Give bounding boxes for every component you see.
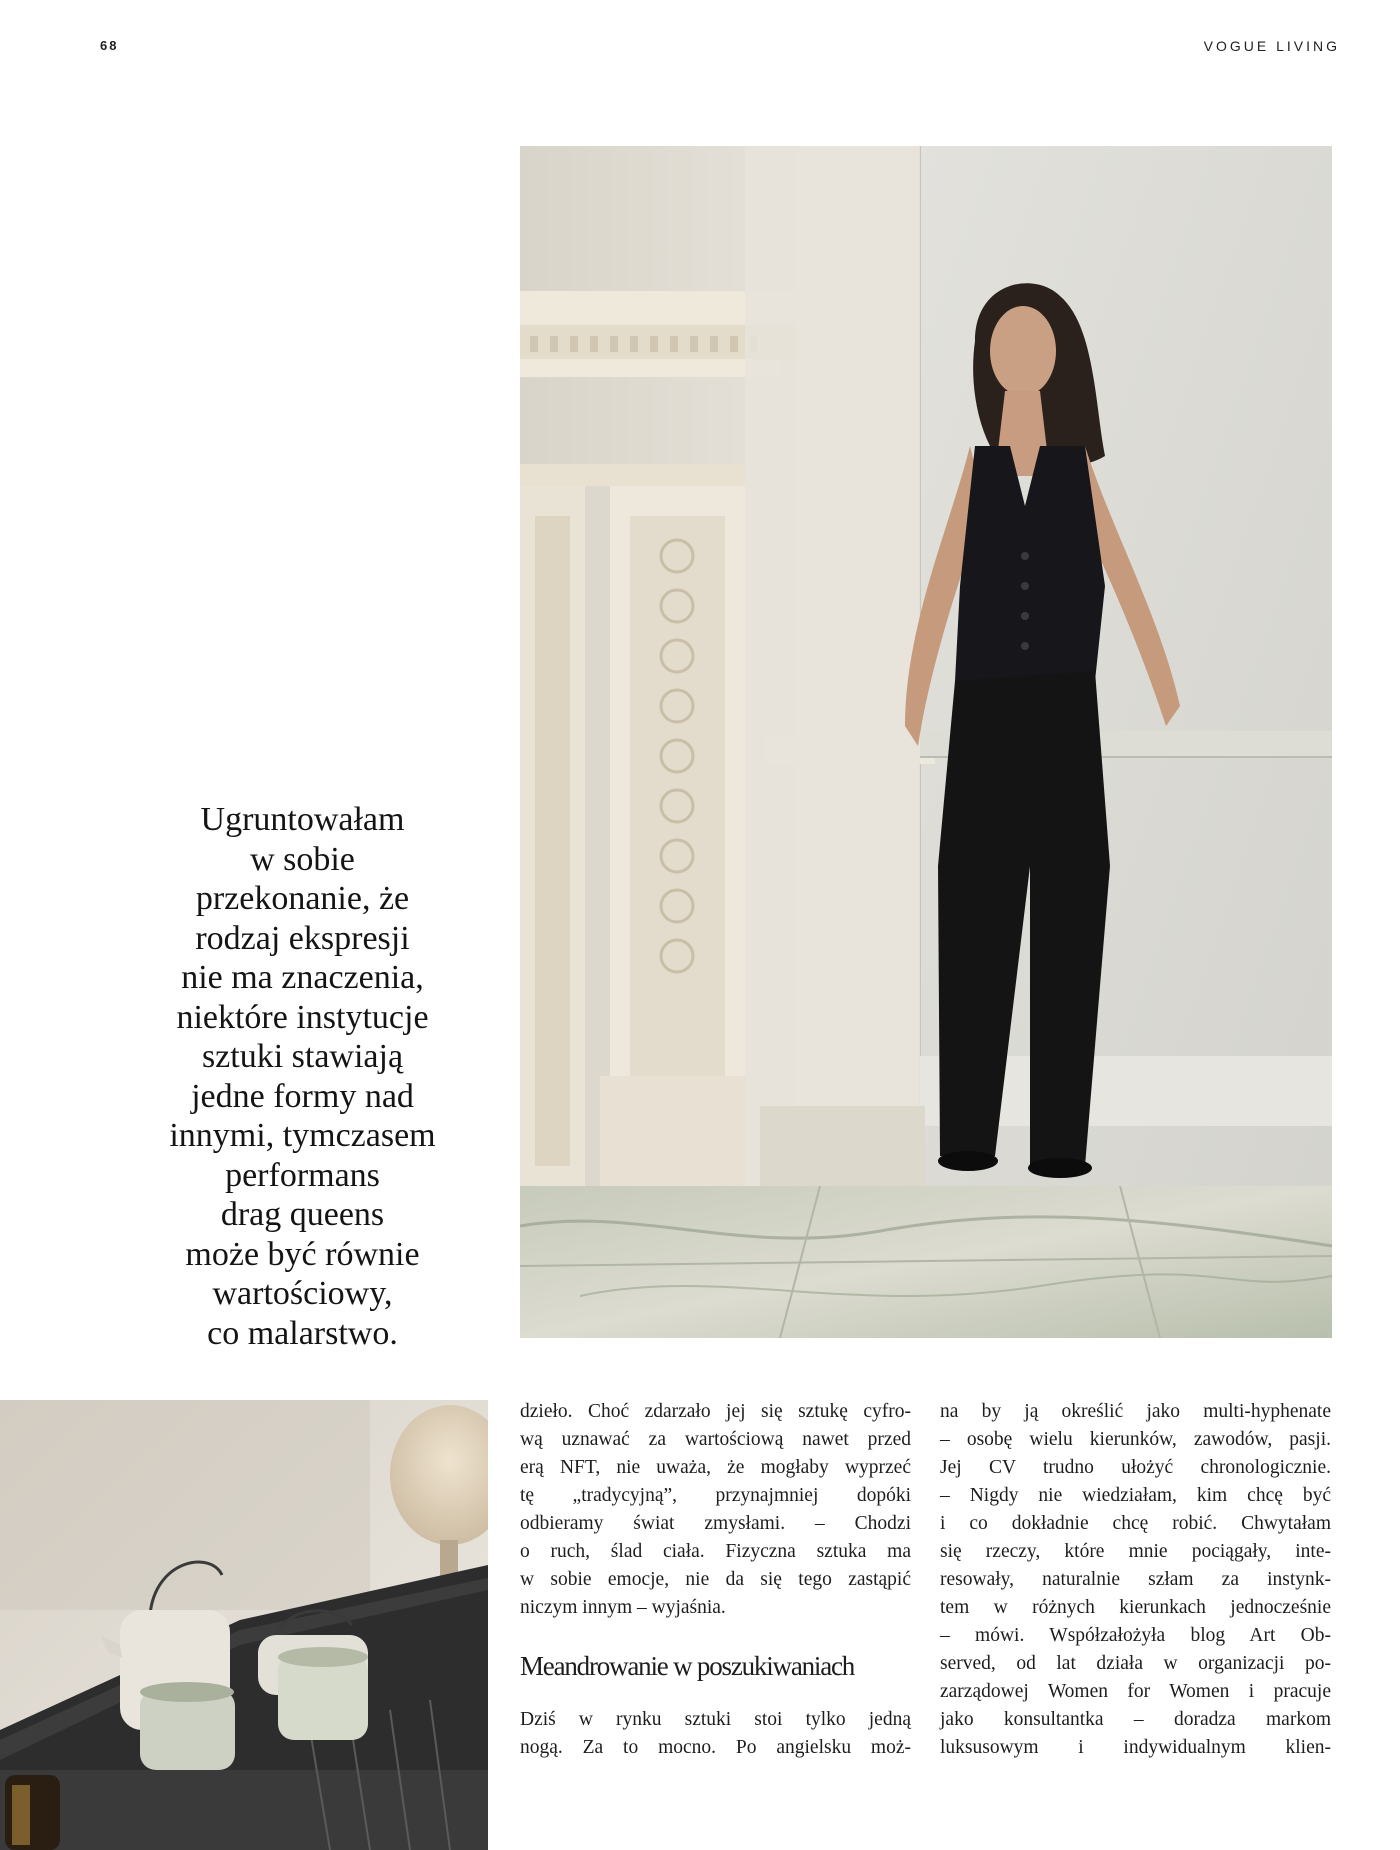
article-line: resowały, naturalnie szłam za instynk- xyxy=(940,1569,1331,1590)
article-line: na by ją określić jako multi-hyphenate xyxy=(940,1401,1331,1422)
article-line: dzieło. Choć zdarzało jej się sztukę cyfro- xyxy=(520,1401,911,1422)
article-line: jako konsultantka – doradza markom xyxy=(940,1709,1331,1730)
page-number: 68 xyxy=(100,38,119,53)
article-line: wą uznawać za wartościową nawet przed xyxy=(520,1429,911,1450)
pull-quote-line: jedne formy nad xyxy=(191,1077,414,1115)
pull-quote-line: performans xyxy=(225,1156,380,1194)
pull-quote-line: może być równie xyxy=(185,1235,420,1273)
pull-quote-line: nie ma znaczenia, xyxy=(181,959,424,996)
portrait-photo xyxy=(520,146,1332,1338)
article-line: erą NFT, nie uważa, że mogłaby wyprzeć xyxy=(520,1457,911,1478)
pull-quote-line: sztuki stawiają xyxy=(201,1038,404,1075)
article-line: tem w różnych kierunkach jednocześnie xyxy=(940,1597,1331,1618)
pull-quote xyxy=(120,800,485,1353)
article-line: served, od lat działa w organizacji po- xyxy=(940,1653,1331,1674)
pull-quote-line: niektóre instytucje xyxy=(176,998,429,1036)
article-line: luksusowym i indywidualnym klien- xyxy=(940,1737,1331,1758)
article-column-2 xyxy=(940,1398,1331,1762)
pull-quote-line: co malarstwo. xyxy=(207,1314,398,1352)
article-column-1 xyxy=(520,1398,911,1762)
article-line: niczym innym – wyjaśnia. xyxy=(520,1597,726,1618)
pull-quote-line: w sobie xyxy=(250,840,355,878)
pull-quote-line: przekonanie, że xyxy=(195,880,410,917)
article-line: tę „tradycyjną”, przynajmniej dopóki xyxy=(520,1485,911,1506)
article-line: zarządowej Women for Women i pracuje xyxy=(940,1681,1331,1702)
pull-quote-line: Ugruntowałam xyxy=(200,801,405,838)
article-line: i co dokładnie chcę robić. Chwytałam xyxy=(940,1513,1331,1534)
article-line: odbieramy świat zmysłami. – Chodzi xyxy=(520,1513,911,1534)
article-line: o ruch, ślad ciała. Fizyczna sztuka ma xyxy=(520,1541,911,1562)
pull-quote-line: innymi, tymczasem xyxy=(169,1117,436,1154)
article-line: nogą. Za to mocno. Po angielsku moż- xyxy=(520,1737,911,1758)
article-line: – mówi. Współzałożyła blog Art Ob- xyxy=(940,1625,1331,1646)
article-line: Dziś w rynku sztuki stoi tylko jedną xyxy=(520,1709,911,1730)
pull-quote-line: drag queens xyxy=(220,1196,385,1233)
article-line: Jej CV trudno ułożyć chronologicznie. xyxy=(940,1457,1331,1478)
article-line: – osobę wielu kierunków, zawodów, pasji. xyxy=(940,1429,1331,1450)
pull-quote-line: rodzaj ekspresji xyxy=(195,919,410,957)
article-line: – Nigdy nie wiedziałam, kim chcę być xyxy=(940,1485,1331,1506)
section-subheading: Meandrowanie w poszukiwaniach xyxy=(520,1651,855,1681)
article-line: się rzeczy, które mnie pociągały, inte- xyxy=(940,1541,1331,1562)
article-line: w sobie emocje, nie da się tego zastąpić xyxy=(520,1569,911,1590)
teaware-photo xyxy=(0,1400,488,1850)
pull-quote-line: wartościowy, xyxy=(212,1275,393,1312)
magazine-masthead: VOGUE LIVING xyxy=(1203,38,1340,54)
